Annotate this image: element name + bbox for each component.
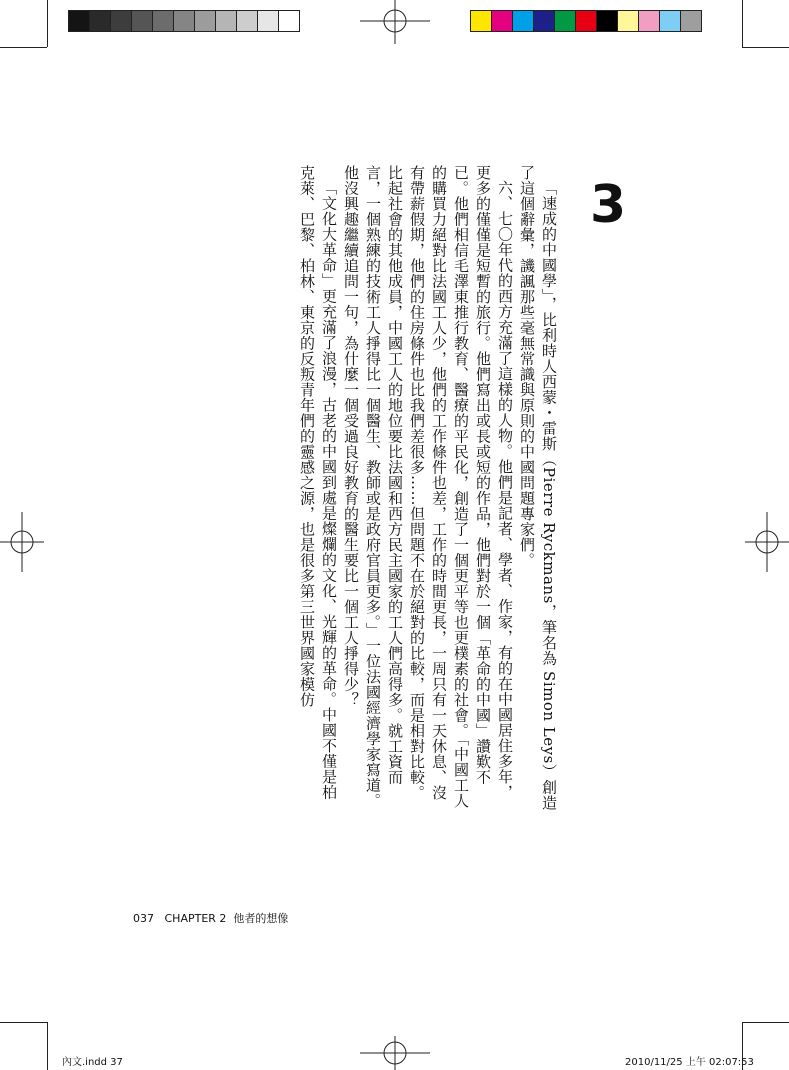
color-swatch	[152, 10, 174, 32]
color-swatch	[236, 10, 258, 32]
paragraph: 「文化大革命」更充滿了浪漫，古老的中國到處是燦爛的文化、光輝的革命。中國不僅是柏克萊、巴黎、柏林、東京的反叛青年們的靈感之源，也是很多第三世界國家模仿	[298, 165, 338, 800]
color-swatch	[194, 10, 216, 32]
registration-mark	[0, 512, 44, 572]
color-swatch	[533, 10, 555, 32]
color-swatch	[596, 10, 618, 32]
crop-mark	[742, 0, 743, 47]
slug-timestamp: 2010/11/25 上午 02:07:53	[625, 1057, 754, 1068]
crop-mark	[742, 47, 789, 48]
registration-mark	[745, 512, 789, 572]
crop-mark	[0, 47, 47, 48]
color-swatch	[512, 10, 534, 32]
color-swatch	[173, 10, 195, 32]
color-swatch	[257, 10, 279, 32]
crop-mark	[0, 1022, 47, 1023]
slug-file: 內文.indd 37	[62, 1057, 123, 1068]
color-swatch	[470, 10, 492, 32]
color-swatch	[278, 10, 300, 32]
color-bar	[470, 10, 701, 32]
running-footer	[133, 910, 288, 926]
registration-mark	[360, 0, 430, 44]
color-swatch	[659, 10, 681, 32]
crop-mark	[47, 0, 48, 47]
chapter-title: 他者的想像	[233, 912, 289, 925]
color-swatch	[491, 10, 513, 32]
color-swatch	[617, 10, 639, 32]
color-swatch	[638, 10, 660, 32]
color-swatch	[554, 10, 576, 32]
color-swatch	[215, 10, 237, 32]
color-swatch	[110, 10, 132, 32]
color-swatch	[68, 10, 90, 32]
color-swatch	[89, 10, 111, 32]
paragraph: 六、七〇年代的西方充滿了這樣的人物。他們是記者、學者、作家，有的在中國居住多年，更多的僅僅是短暫的旅行。他們寫出或長或短的作品，他們對於一個「革命的中國」讚歎不已。他們相信毛澤東推行教育、醫療的平民化，創造了一個更平等也更樸素的社會。「中國工人的購買力絕對比法國工人少，他們的工作條件也差，工作的時間更長，一周只有一天休息、沒有帶薪假期，他們的住房條件也比我們差很多……但問題不在於絕對的比較，而是相對比較。比起社會的其他成員，中國工人的地位要比法國和西方民主國家的工人們高得多。就工資而言，一個熟練的技術工人掙得比一個醫生、教師或是政府官員更多。」一位法國經濟學家寫道。他沒興趣繼續追問一句，為什麼一個受過良好教育的醫生要比一個工人掙得少？	[342, 165, 514, 809]
body-text	[140, 165, 560, 815]
chapter-number: 3	[590, 175, 627, 235]
color-swatch	[575, 10, 597, 32]
chapter-label: CHAPTER 2	[164, 912, 227, 925]
grayscale-bar	[68, 10, 299, 32]
crop-mark	[47, 1022, 48, 1070]
color-swatch	[131, 10, 153, 32]
registration-mark	[360, 1036, 430, 1070]
page-number: 037	[133, 912, 154, 925]
color-swatch	[680, 10, 702, 32]
crop-mark	[742, 1022, 789, 1023]
paragraph: 「速成的中國學」，比利時人西蒙・雷斯（Pierre Ryckmans，筆名為 Simon Leys）創造了這個辭彙，譏諷那些毫無常識與原則的中國問題專家們。	[518, 165, 558, 811]
